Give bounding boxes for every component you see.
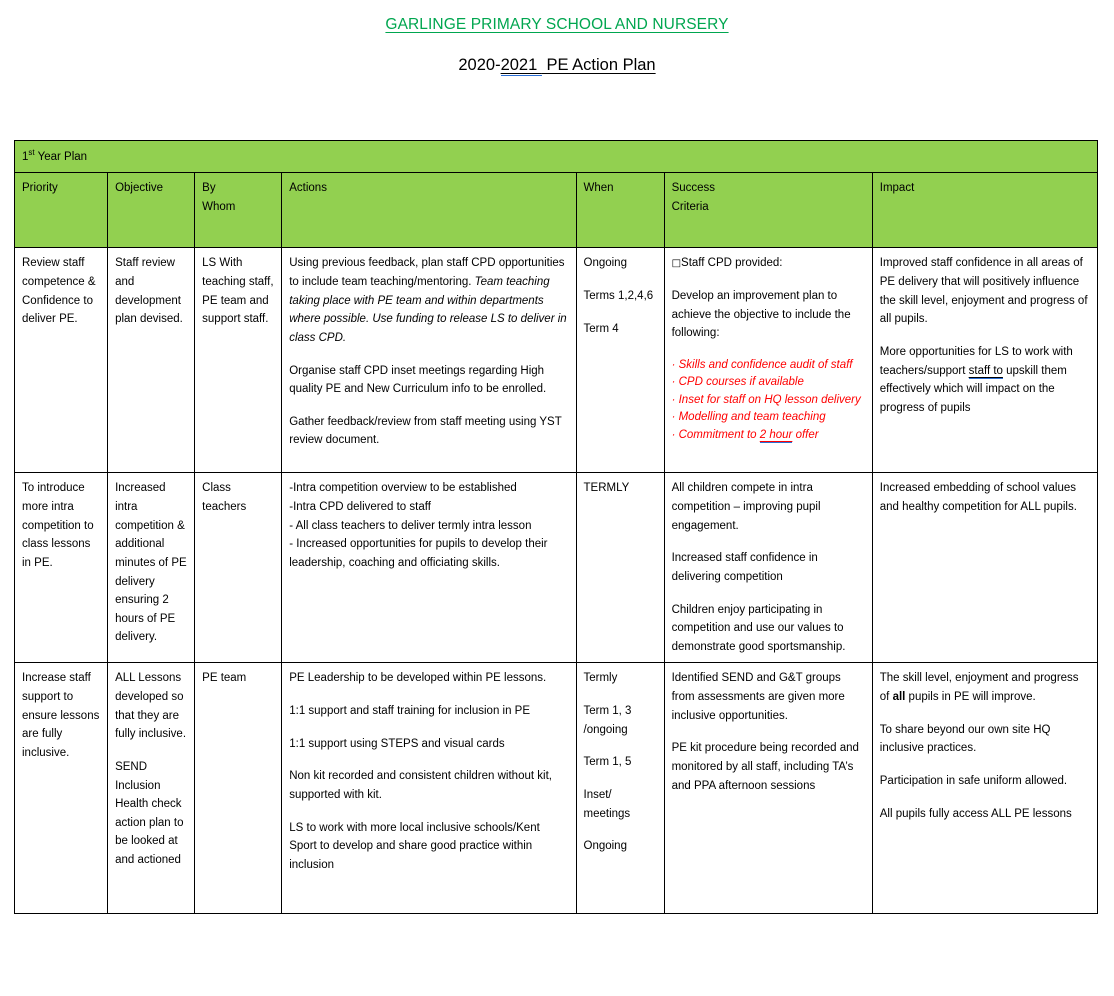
cell-when: TERMLY	[576, 473, 664, 663]
success-red-item: · Modelling and team teaching	[671, 411, 826, 424]
red-item-post: offer	[792, 428, 819, 441]
impact-paragraph: All pupils fully access ALL PE lessons	[879, 807, 1072, 820]
header-success-criteria	[664, 173, 872, 248]
when-entry: Inset/ meetings	[583, 788, 631, 820]
header-by-whom-line1: By	[202, 182, 216, 195]
band-ordinal-suffix: st	[28, 148, 35, 157]
actions-paragraph: LS to work with more local inclusive schools/Kent Sport to develop and share good practice within inclusion	[289, 821, 540, 871]
cell-impact	[872, 663, 1097, 914]
cell-objective	[108, 663, 195, 914]
impact-text-post: pupils in PE will improve.	[905, 691, 1036, 704]
success-heading	[672, 254, 866, 273]
table-row	[15, 663, 1098, 914]
success-paragraph: Increased staff confidence in delivering competition	[671, 552, 818, 583]
success-paragraph: Children enjoy participating in competition and use our values to demonstrate good sportsmanship.	[671, 603, 846, 653]
impact-paragraph: Participation in safe uniform allowed.	[879, 774, 1068, 787]
header-success-line2: Criteria	[671, 201, 709, 214]
success-red-item: · Skills and confidence audit of staff	[671, 358, 853, 371]
header-by-whom	[195, 173, 282, 248]
success-paragraph: Identified SEND and G&T groups from assessments are given more inclusive opportunities.	[671, 672, 845, 722]
actions-text-normal: Using previous feedback, plan staff CPD opportunities to include team teaching/mentoring.	[289, 257, 565, 289]
impact-paragraph: To share beyond our own site HQ inclusive practices.	[879, 723, 1051, 755]
actions-line: - All class teachers to deliver termly intra lesson	[289, 519, 532, 532]
table-row	[15, 248, 1098, 473]
cell-by-whom: LS With teaching staff, PE team and support staff.	[195, 248, 282, 473]
actions-line: - Increased opportunities for pupils to develop their leadership, coaching and officiating skills.	[289, 538, 548, 569]
cell-actions	[282, 473, 576, 663]
year-plan-band	[15, 141, 1098, 173]
success-paragraph: PE kit procedure being recorded and monitored by all staff, including TA’s and PPA afternoon sessions	[671, 742, 859, 792]
actions-paragraph: Non kit recorded and consistent children without kit, supported with kit.	[289, 770, 552, 801]
success-paragraph: All children compete in intra competition – improving pupil engagement.	[671, 482, 821, 532]
success-red-item: · Inset for staff on HQ lesson delivery	[671, 393, 861, 406]
actions-paragraph: PE Leadership to be developed within PE lessons.	[289, 672, 547, 685]
objective-paragraph: ALL Lessons developed so that they are fully inclusive.	[115, 672, 187, 741]
actions-line: -Intra competition overview to be established	[289, 482, 517, 495]
school-title: GARLINGE PRIMARY SCHOOL AND NURSERY	[385, 16, 729, 33]
success-red-item	[672, 427, 866, 444]
cell-impact: Increased embedding of school values and healthy competition for ALL pupils.	[872, 473, 1097, 663]
subtitle-year-end: 2021	[500, 56, 542, 74]
cell-by-whom: PE team	[195, 663, 282, 914]
red-item-pre: · Commitment to	[671, 428, 760, 441]
success-heading-text: Staff CPD provided:	[681, 257, 783, 270]
subtitle-plan-text: PE Action Plan	[541, 56, 656, 74]
header-when: When	[576, 173, 664, 248]
table-row	[15, 473, 1098, 663]
header-by-whom-line2: Whom	[202, 201, 236, 214]
header-priority: Priority	[15, 173, 108, 248]
success-paragraph: Develop an improvement plan to achieve the objective to include the following:	[671, 290, 851, 340]
document-subtitle	[0, 34, 1114, 75]
success-red-list	[672, 357, 866, 444]
impact-paragraph	[880, 669, 1091, 706]
cell-success-criteria	[664, 248, 872, 473]
actions-text-italic: Team teaching taking place with PE team and within departments where possible. Use funding to release LS to deliver in class CPD.	[289, 276, 567, 344]
actions-paragraph: Gather feedback/review from staff meeting using YST review document.	[289, 415, 562, 447]
cell-priority: To introduce more intra competition to class lessons in PE.	[15, 473, 108, 663]
actions-paragraph: Organise staff CPD inset meetings regarding High quality PE and New Curriculum info to be enrolled.	[289, 364, 547, 396]
impact-text-post: upskill them effectively which will impact on the progress of pupils	[879, 364, 1067, 414]
actions-paragraph: 1:1 support using STEPS and visual cards	[289, 737, 505, 750]
header-impact: Impact	[872, 173, 1097, 248]
cell-impact	[872, 248, 1097, 473]
impact-text-pre: The skill level, enjoyment and progress of	[879, 672, 1079, 704]
cell-objective: Increased intra competition & additional minutes of PE delivery ensuring 2 hours of PE delivery.	[108, 473, 195, 663]
impact-paragraph: Improved staff confidence in all areas of PE delivery that will positively influence the skill level, enjoyment and progress of all pupils.	[879, 257, 1088, 326]
band-suffix: Year Plan	[34, 150, 88, 163]
objective-paragraph: SEND Inclusion Health check action plan to be looked at and actioned	[115, 760, 184, 867]
cell-actions	[282, 248, 576, 473]
cell-priority: Increase staff support to ensure lessons are fully inclusive.	[15, 663, 108, 914]
table-band-row	[15, 141, 1098, 173]
box-bullet-icon: □	[671, 258, 682, 270]
when-entry: Term 1, 5	[583, 756, 632, 769]
cell-success-criteria	[664, 663, 872, 914]
actions-paragraph	[289, 254, 569, 347]
band-prefix: 1	[22, 150, 29, 163]
cell-when	[576, 663, 664, 914]
when-entry: Term 1, 3 /ongoing	[583, 705, 632, 736]
cell-when	[576, 248, 664, 473]
header-actions: Actions	[282, 173, 576, 248]
actions-paragraph: 1:1 support and staff training for inclusion in PE	[289, 705, 531, 718]
when-entry: Termly	[583, 672, 618, 685]
table-header-row	[15, 173, 1098, 248]
cell-actions	[282, 663, 576, 914]
action-plan-table	[14, 140, 1098, 914]
cell-priority: Review staff competence & Confidence to deliver PE.	[15, 248, 108, 473]
when-entry: Terms 1,2,4,6	[583, 290, 654, 303]
actions-line: -Intra CPD delivered to staff	[289, 501, 431, 514]
when-entry: Ongoing	[583, 257, 627, 270]
cell-objective: Staff review and development plan devised.	[108, 248, 195, 473]
cell-by-whom: Class teachers	[195, 473, 282, 663]
header-objective: Objective	[108, 173, 195, 248]
header-success-line1: Success	[671, 182, 716, 195]
success-red-item: · CPD courses if available	[671, 376, 804, 389]
impact-text-bold: all	[892, 691, 906, 704]
impact-paragraph	[880, 343, 1091, 418]
red-item-grammar: 2 hour	[759, 428, 793, 441]
impact-text-grammar: staff to	[968, 364, 1003, 377]
cell-success-criteria	[664, 473, 872, 663]
impact-text-pre: More opportunities for LS to work with teachers/support	[879, 345, 1073, 377]
subtitle-year-start: 2020-	[458, 56, 501, 74]
when-entry: Ongoing	[583, 840, 627, 853]
when-entry: Term 4	[583, 322, 619, 335]
